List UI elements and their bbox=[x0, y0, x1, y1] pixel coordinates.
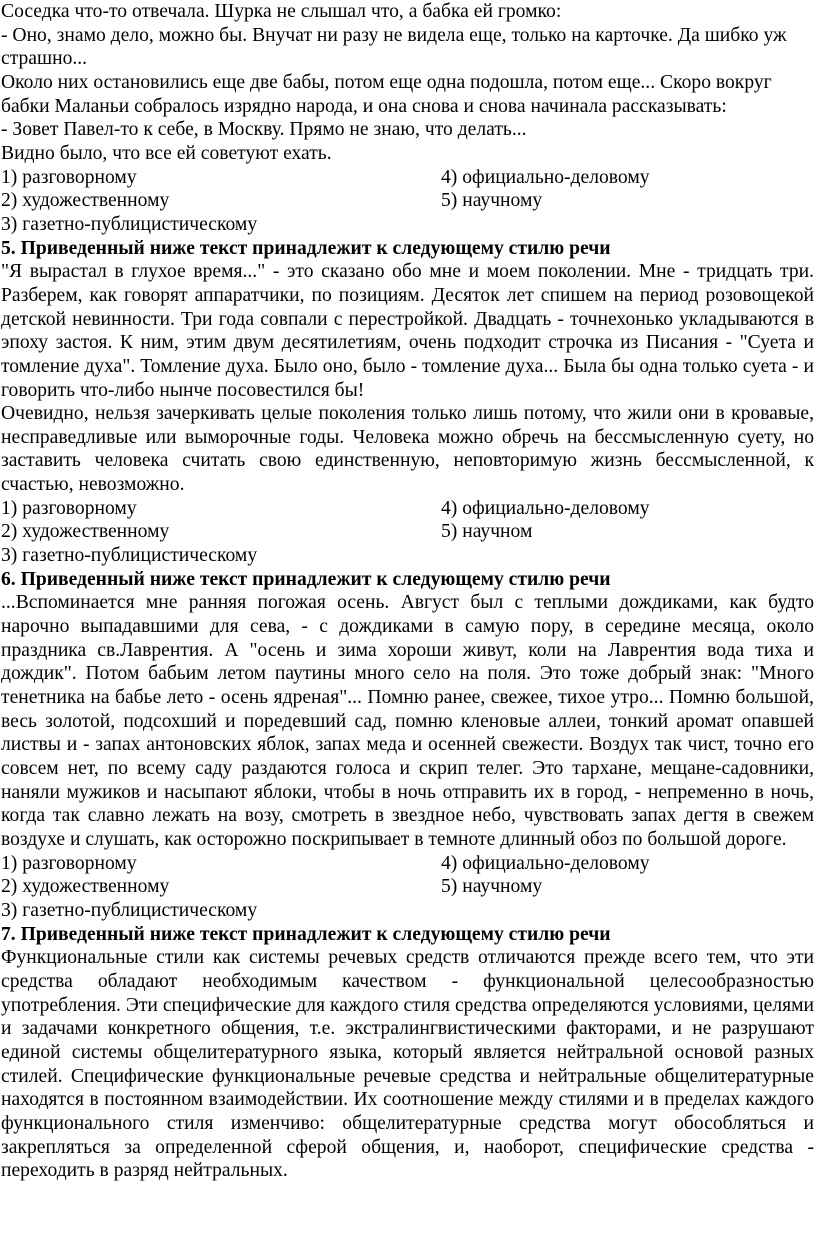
answer-options bbox=[1, 166, 814, 237]
intro-paragraph: - Зовет Павел-то к себе, в Москву. Прямо не знаю, что делать... bbox=[1, 119, 527, 141]
answer-option: 3) газетно-публицистическому bbox=[1, 545, 258, 567]
question-heading: 6. Приведенный ниже текст принадлежит к следующему стилю речи bbox=[1, 568, 611, 590]
answer-options bbox=[1, 497, 814, 568]
answer-option: 3) газетно-публицистическому bbox=[1, 899, 258, 921]
answer-option: 1) разговорному bbox=[1, 852, 137, 874]
answer-option: 2) художественному bbox=[1, 190, 170, 212]
answer-option: 5) научному bbox=[441, 190, 543, 212]
intro-paragraph: Около них остановились еще две бабы, потом еще одна подошла, потом еще... Скоро вокруг бабки Маланьи собралось изрядно народа, и она снова и снова начинала рассказывать: bbox=[1, 71, 772, 117]
question-7 bbox=[1, 923, 814, 1183]
answer-option: 5) научному bbox=[441, 876, 543, 898]
question-6 bbox=[1, 568, 814, 923]
answer-option: 1) разговорному bbox=[1, 497, 137, 519]
answer-option: 4) официально-деловому bbox=[441, 166, 650, 188]
intro-paragraph: Видно было, что все ей советуют ехать. bbox=[1, 142, 332, 164]
answer-options bbox=[1, 852, 814, 923]
question-heading: 5. Приведенный ниже текст принадлежит к следующему стилю речи bbox=[1, 237, 611, 259]
answer-option: 3) газетно-публицистическому bbox=[1, 213, 258, 235]
answer-option: 1) разговорному bbox=[1, 166, 137, 188]
question-text: Очевидно, нельзя зачеркивать целые поколения только лишь потому, что жили они в кровавые, несправедливые или выморочные годы. Человека можно обречь на бессмысленную суету, но заставить человека считать свою единственную, неповторимую жизнь бессмысленной, к счастью, невозможно. bbox=[1, 403, 814, 496]
answer-option: 4) официально-деловому bbox=[441, 497, 650, 519]
question-text: "Я вырастал в глухое время..." - это сказано обо мне и моем поколении. Мне - тридцать три. Разберем, как говорят аппаратчики, по позициям. Десяток лет спишем на период розовощекой детской невинности. Три года совпали с перестройкой. Двадцать - точнехонько укладываются в эпоху застоя. К ним, этим двум десятилетиям, очень подходит строчка из Писания - "Суета и томление духа". Томление духа. Было оно, было - томление духа... Была бы одна только суета - и говорить что-либо нынче посовестился бы! bbox=[1, 261, 814, 401]
intro-paragraph: - Оно, знамо дело, можно бы. Внучат ни разу не видела еще, только на карточке. Да шибко уж страшно... bbox=[1, 24, 787, 70]
answer-option: 2) художественному bbox=[1, 521, 170, 543]
question-heading: 7. Приведенный ниже текст принадлежит к следующему стилю речи bbox=[1, 923, 611, 945]
answer-option: 5) научном bbox=[441, 521, 533, 543]
question-text: ...Вспоминается мне ранняя погожая осень. Август был с теплыми дождиками, как будто нарочно выпадавшими для сева, - с дождиками в самую пору, в середине месяца, около праздника св.Лаврентия. А "осень и зима хороши живут, коли на Лаврентия вода тиха и дождик". Потом бабьим летом паутины много село на поля. Это тоже добрый знак: "Много тенетника на бабье лето - осень ядреная"... Помню ранее, свежее, тихое утро... Помню большой, весь золотой, подсохший и поредевший сад, помню кленовые аллеи, тонкий аромат опавшей листвы и - запах антоновских яблок, запах меда и осенней свежести. Воздух так чист, точно его совсем нет, по всему саду раздаются голоса и скрип телег. Это тархане, мещане-садовники, наняли мужиков и насыпают яблоки, чтобы в ночь отправить их в город, - непременно в ночь, когда так славно лежать на возу, смотреть в звездное небо, чувствовать запах дегтя в свежем воздухе и слушать, как осторожно поскрипывает в темноте длинный обоз по большой дороге. bbox=[1, 592, 814, 850]
answer-option: 4) официально-деловому bbox=[441, 852, 650, 874]
question-text: Функциональные стили как системы речевых средств отличаются прежде всего тем, что эти средства обладают необходимым качеством - функциональной целесообразностью употребления. Эти специфические для каждого стиля средства определяются условиями, целями и задачами конкретного общения, т.е. экстралингвистическими факторами, и не разрушают единой системы общелитературного языка, который является нейтральной основой разных стилей. Специфические функциональные речевые средства и нейтральные общелитературные находятся в постоянном взаимодействии. Их соотношение между стилями и в пределах каждого функционального стиля изменчиво: общелитературные средства могут обособляться и закрепляться за определенной сферой общения, и, наоборот, специфические средства - переходить в разряд нейтральных. bbox=[1, 947, 814, 1182]
question-5 bbox=[1, 237, 814, 568]
intro-section bbox=[1, 0, 814, 237]
intro-paragraph: Соседка что-то отвечала. Шурка не слышал что, а бабка ей громко: bbox=[1, 1, 562, 22]
answer-option: 2) художественному bbox=[1, 876, 170, 898]
